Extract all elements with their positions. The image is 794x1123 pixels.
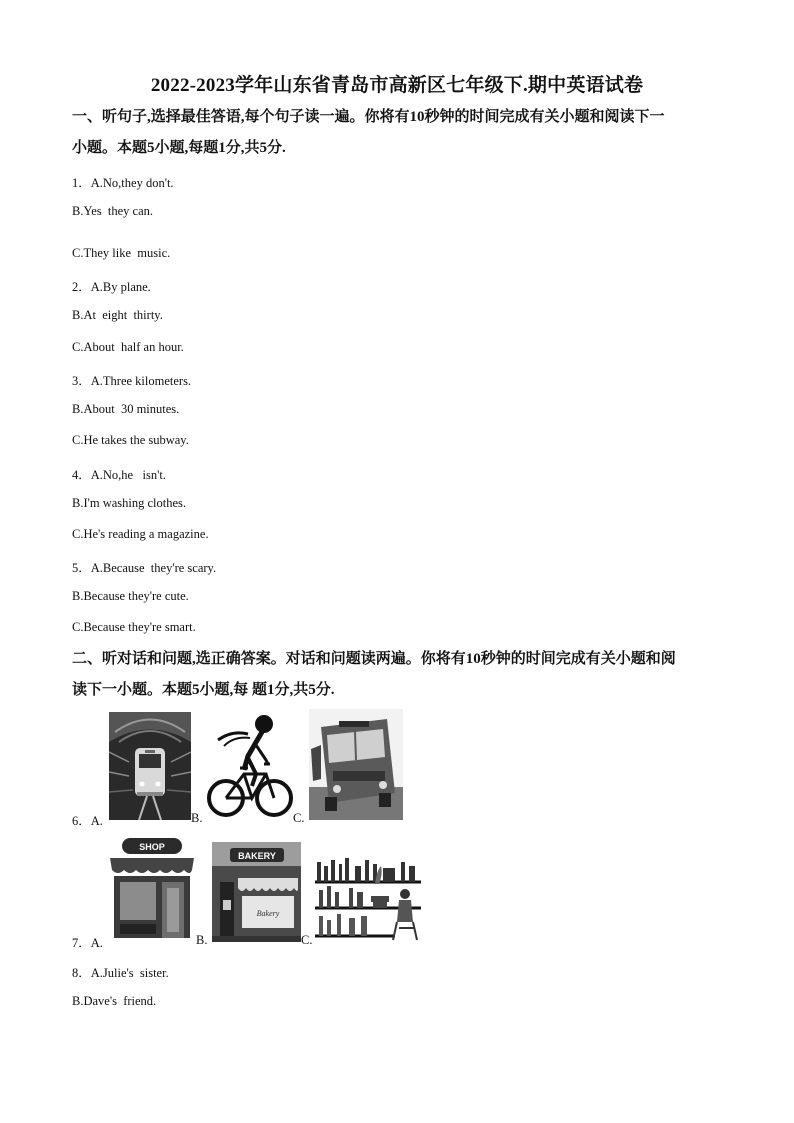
bakery-window-text: Bakery: [256, 909, 280, 918]
option-4c: C.He's reading a magazine.: [72, 527, 209, 541]
page-title: 2022-2023学年山东省青岛市高新区七年级下.期中英语试卷: [150, 75, 644, 96]
option-2a: 2．A.By plane.: [72, 280, 151, 294]
option-1b: B.Yes they can.: [72, 204, 154, 218]
option-4a: 4．A.No,he isn't.: [72, 468, 166, 482]
q7-label-a: 7．A.: [72, 936, 103, 950]
q7-label-c: C.: [301, 933, 313, 947]
option-3b: B.About 30 minutes.: [72, 402, 180, 416]
option-1a: 1．A.No,they don't.: [72, 176, 174, 190]
q6-label-a: 6．A.: [72, 814, 103, 828]
section-1-line-2: 小题。本题5小题,每题1分,共5分.: [72, 140, 286, 156]
option-2b: B.At eight thirty.: [72, 308, 163, 322]
option-5c: C.Because they're smart.: [72, 620, 196, 634]
section-2-heading: [72, 644, 732, 706]
shop-sign-text: SHOP: [139, 842, 165, 852]
option-4b: B.I'm washing clothes.: [72, 496, 187, 510]
option-8b: B.Dave's friend.: [72, 994, 157, 1008]
bus-image: [309, 709, 403, 820]
option-3c: C.He takes the subway.: [72, 433, 189, 447]
option-8a: 8．A.Julie's sister.: [72, 966, 169, 980]
bakery-sign-text: BAKERY: [238, 851, 276, 861]
section-2-line-1: 二、听对话和问题,选正确答案。对话和问题读两遍。你将有10秒钟的时间完成有关小题和阅: [72, 651, 676, 667]
bakery-image: [212, 842, 301, 942]
option-2c: C.About half an hour.: [72, 340, 184, 354]
section-1-heading: [72, 102, 732, 164]
subway-train-image: [109, 712, 191, 820]
option-5b: B.Because they're cute.: [72, 589, 189, 603]
bookshelf-image: [315, 856, 421, 942]
option-3a: 3．A.Three kilometers.: [72, 374, 192, 388]
q7-label-b: B.: [196, 933, 208, 947]
option-1c: C.They like music.: [72, 246, 171, 260]
section-2-line-2: 读下一小题。本题5小题,每 题1分,共5分.: [72, 682, 335, 698]
option-5a: 5．A.Because they're scary.: [72, 561, 217, 575]
section-1-line-1: 一、听句子,选择最佳答语,每个句子读一遍。你将有10秒钟的时间完成有关小题和阅读下一: [72, 109, 665, 125]
q6-label-b: B.: [191, 811, 203, 825]
cyclist-image: [204, 712, 294, 820]
q6-label-c: C.: [293, 811, 305, 825]
shop-image: [108, 836, 196, 942]
